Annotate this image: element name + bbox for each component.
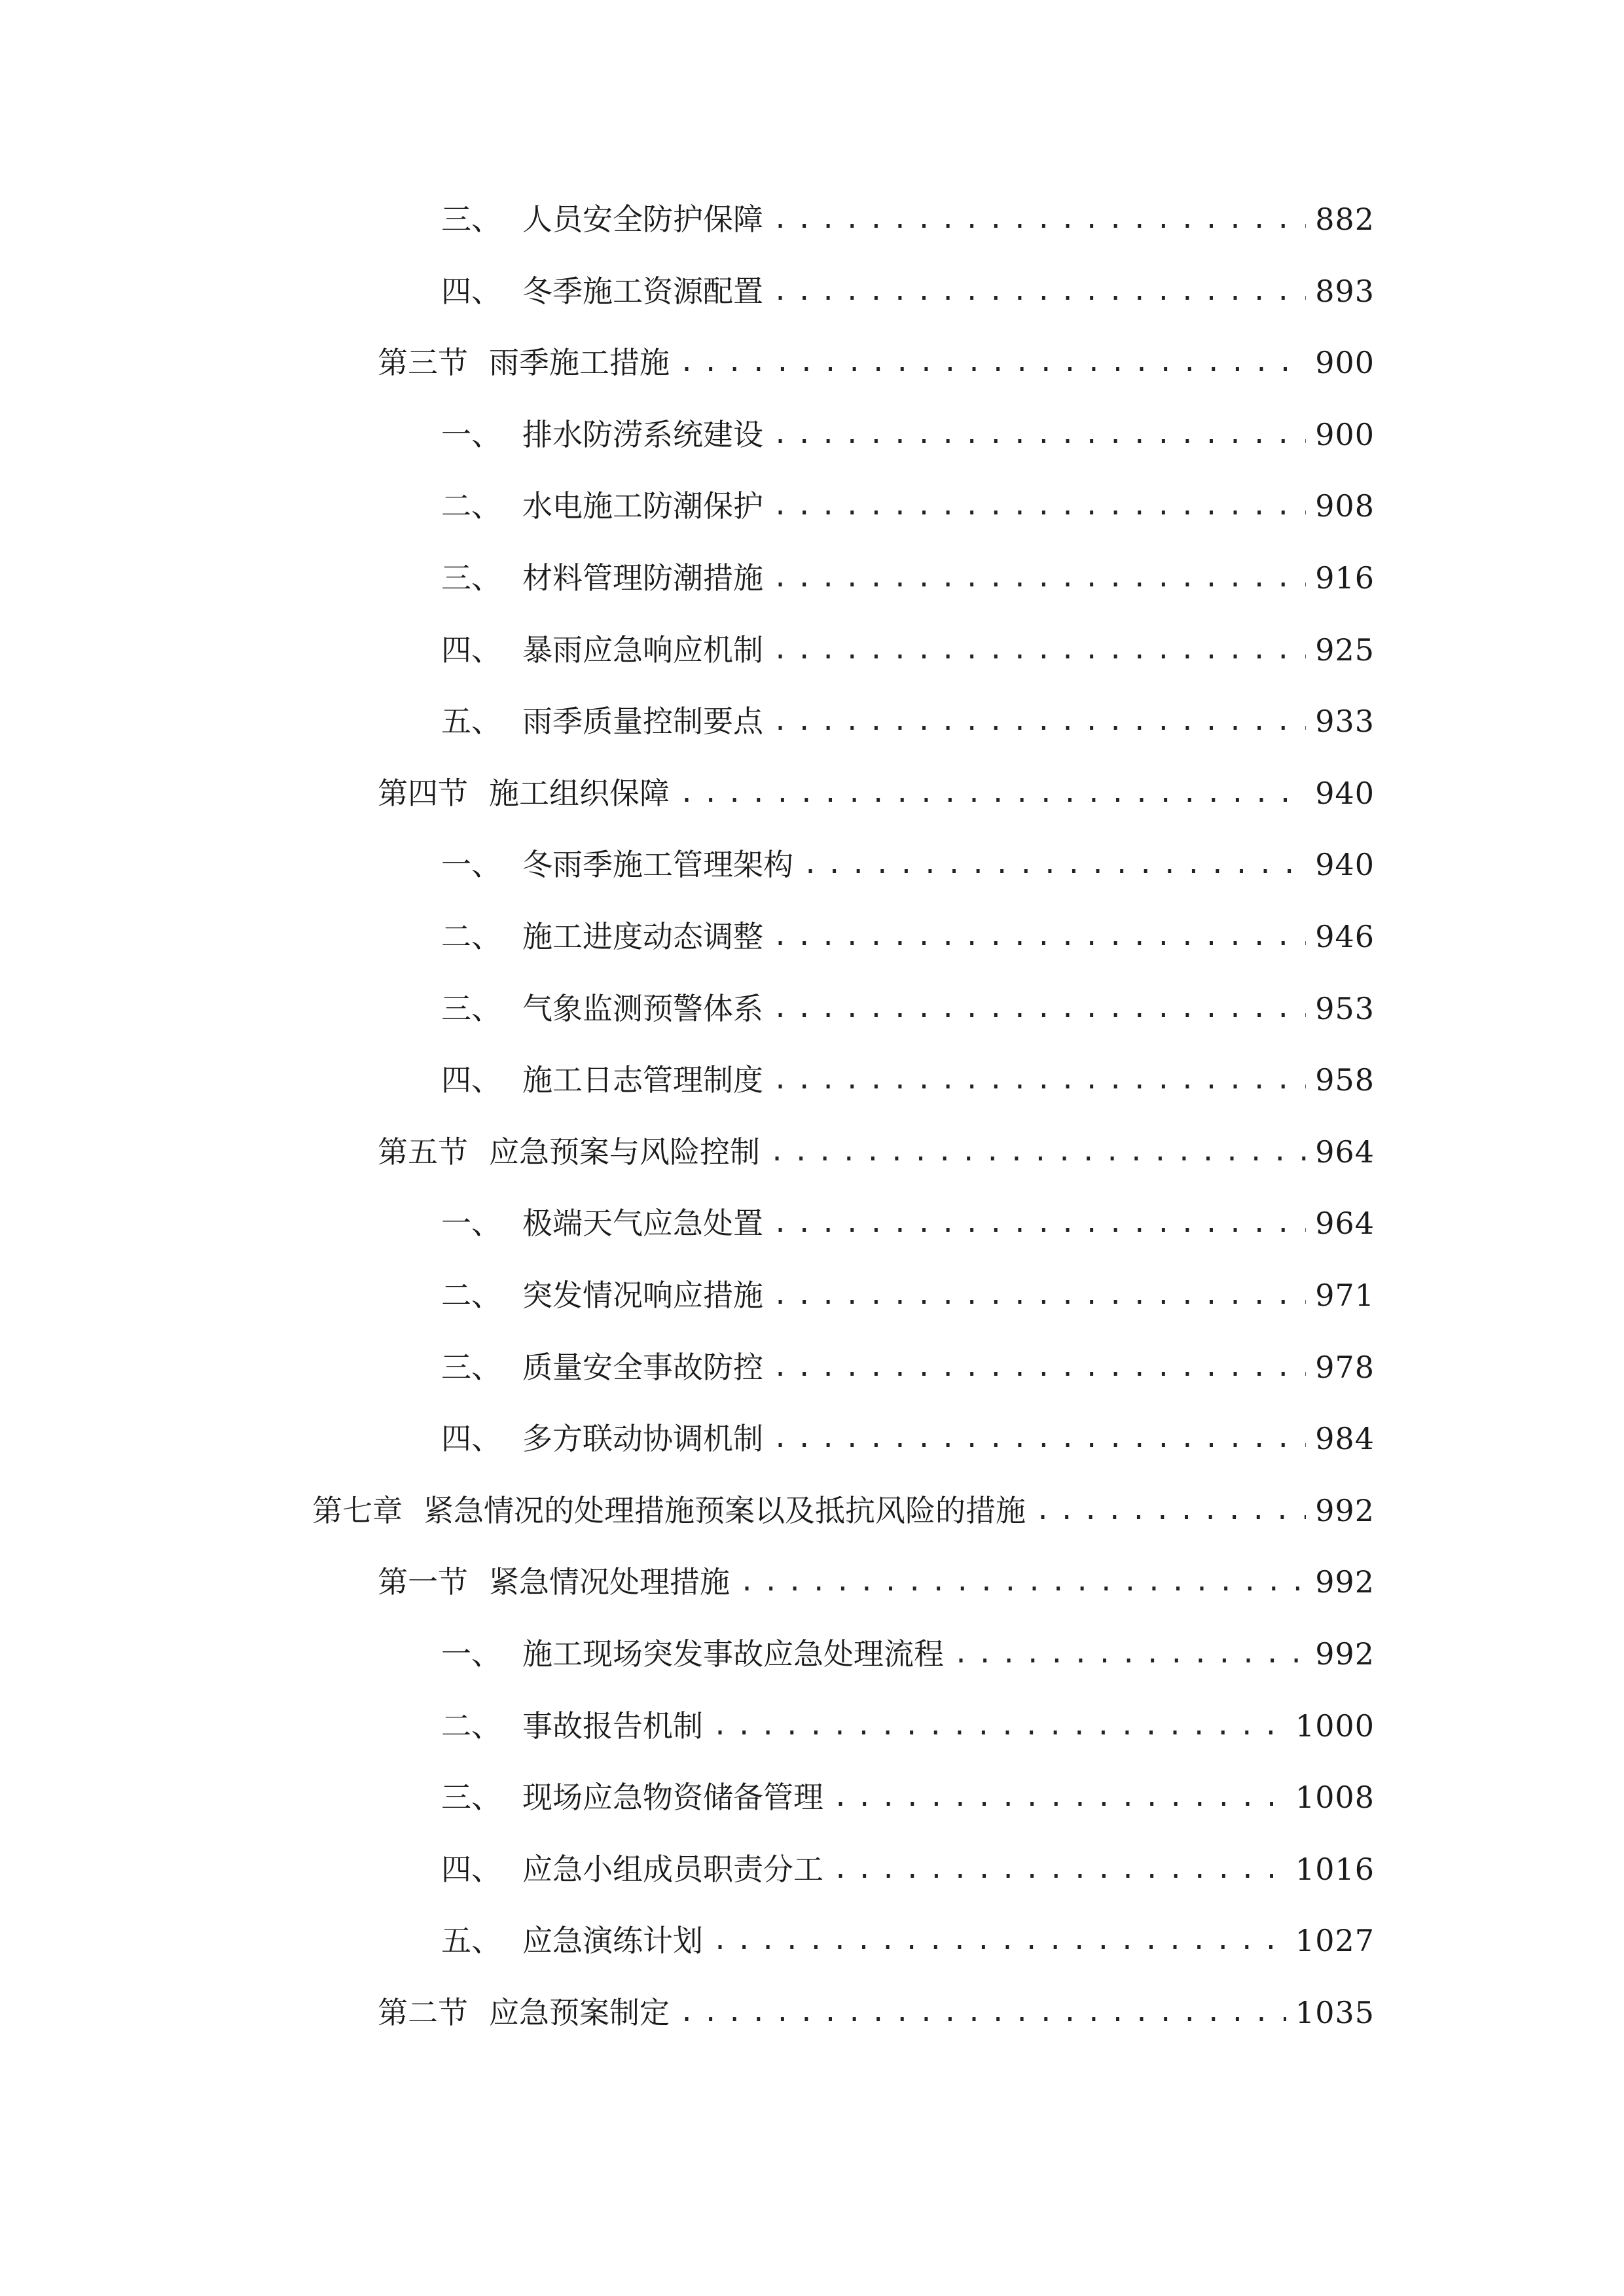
- toc-entry-page-number: 925: [1315, 632, 1375, 668]
- toc-entry[interactable]: [441, 411, 1375, 458]
- toc-entry-page-number: 893: [1315, 273, 1375, 309]
- toc-entry-label: [378, 770, 670, 817]
- toc-entry-label: [441, 1056, 763, 1103]
- toc-entry-title: 应急小组成员职责分工: [522, 1851, 823, 1887]
- toc-entry-number: 一、: [441, 847, 501, 883]
- toc-entry[interactable]: [441, 1774, 1375, 1821]
- toc-entry-number: 四、: [441, 1062, 501, 1098]
- toc-entry-title: 事故报告机制: [522, 1708, 703, 1744]
- toc-entry-title: 气象监测预警体系: [522, 990, 763, 1026]
- toc-entry-label: [441, 1200, 763, 1247]
- toc-entry-title: 人员安全防护保障: [522, 202, 763, 237]
- dot-leader: [739, 1558, 1306, 1605]
- dot-leader: [772, 196, 1306, 243]
- toc-entry-title: 突发情况响应措施: [522, 1278, 763, 1313]
- toc-entry[interactable]: [441, 1200, 1375, 1247]
- toc-entry-title: 材料管理防潮措施: [522, 560, 763, 596]
- toc-entry[interactable]: [441, 985, 1375, 1032]
- dot-leader: [803, 841, 1306, 888]
- toc-entry-title: 紧急情况的处理措施预案以及抵抗风险的措施: [424, 1492, 1026, 1528]
- toc-entry[interactable]: [378, 339, 1375, 386]
- dot-leader: [772, 1344, 1306, 1391]
- toc-entry-label: [441, 1917, 703, 1964]
- toc-entry-number: 二、: [441, 488, 501, 524]
- toc-entry-title: 暴雨应急响应机制: [522, 632, 763, 668]
- dot-leader: [772, 1415, 1306, 1462]
- toc-entry-number: 第二节: [378, 1995, 468, 2030]
- toc-entry-page-number: 964: [1315, 1206, 1375, 1242]
- toc-entry[interactable]: [441, 1846, 1375, 1893]
- toc-entry-title: 施工日志管理制度: [522, 1062, 763, 1098]
- toc-entry-label: [441, 841, 793, 888]
- toc-entry-number: 二、: [441, 1278, 501, 1313]
- toc-entry-title: 极端天气应急处置: [522, 1206, 763, 1242]
- toc-entry[interactable]: [441, 1630, 1375, 1677]
- toc-entry-page-number: 946: [1315, 919, 1375, 954]
- toc-entry-number: 二、: [441, 1708, 501, 1744]
- dot-leader: [772, 268, 1306, 315]
- toc-entry-page-number: 1000: [1295, 1708, 1375, 1744]
- dot-leader: [953, 1630, 1306, 1677]
- toc-entry-number: 三、: [441, 1780, 501, 1816]
- toc-entry-page-number: 1016: [1295, 1851, 1375, 1887]
- toc-entry-number: 一、: [441, 416, 501, 452]
- toc-entry-title: 水电施工防潮保护: [522, 488, 763, 524]
- toc-entry-number: 第一节: [378, 1564, 468, 1600]
- toc-entry-title: 现场应急物资储备管理: [522, 1780, 823, 1816]
- dot-leader: [679, 339, 1306, 386]
- dot-leader: [712, 1917, 1286, 1964]
- dot-leader: [1035, 1487, 1306, 1534]
- toc-entry-number: 第三节: [378, 345, 468, 381]
- toc-entry-page-number: 900: [1315, 345, 1375, 381]
- toc-entry-page-number: 1027: [1295, 1923, 1375, 1959]
- toc-entry-title: 质量安全事故防控: [522, 1349, 763, 1385]
- toc-entry-number: 四、: [441, 273, 501, 309]
- toc-entry-number: 四、: [441, 1851, 501, 1887]
- toc-entry[interactable]: [441, 1702, 1375, 1749]
- toc-entry[interactable]: [378, 1128, 1375, 1175]
- toc-entry[interactable]: [378, 770, 1375, 817]
- toc-entry-number: 一、: [441, 1636, 501, 1672]
- toc-entry-title: 多方联动协调机制: [522, 1421, 763, 1457]
- toc-entry-label: [441, 554, 763, 601]
- toc-entry-number: 一、: [441, 1206, 501, 1242]
- toc-entry-title: 紧急情况处理措施: [489, 1564, 730, 1600]
- toc-entry[interactable]: [441, 1056, 1375, 1103]
- toc-entry-label: [441, 1774, 823, 1821]
- toc-entry-label: [441, 1702, 703, 1749]
- toc-entry-label: [441, 1272, 763, 1319]
- toc-entry-label: [378, 1989, 670, 2036]
- toc-entry-page-number: 992: [1315, 1636, 1375, 1672]
- toc-entry[interactable]: [441, 1917, 1375, 1964]
- toc-entry-number: 二、: [441, 919, 501, 954]
- toc-entry-number: 四、: [441, 1421, 501, 1457]
- toc-entry-label: [312, 1487, 1026, 1534]
- dot-leader: [772, 913, 1306, 960]
- toc-entry-label: [441, 698, 763, 745]
- toc-entry[interactable]: [441, 1344, 1375, 1391]
- toc-entry-label: [441, 985, 763, 1032]
- dot-leader: [772, 985, 1306, 1032]
- toc-entry-number: 第四节: [378, 775, 468, 811]
- toc-entry-title: 施工进度动态调整: [522, 919, 763, 954]
- toc-entry-number: 四、: [441, 632, 501, 668]
- toc-entry-title: 施工组织保障: [489, 775, 670, 811]
- toc-entry[interactable]: [378, 1558, 1375, 1605]
- toc-entry-page-number: 992: [1315, 1492, 1375, 1528]
- toc-entry-page-number: 916: [1315, 560, 1375, 596]
- toc-entry[interactable]: [441, 554, 1375, 601]
- dot-leader: [772, 1200, 1306, 1247]
- toc-entry-page-number: 933: [1315, 704, 1375, 740]
- toc-entry[interactable]: [441, 1415, 1375, 1462]
- toc-entry[interactable]: [441, 196, 1375, 243]
- toc-entry-number: 三、: [441, 560, 501, 596]
- dot-leader: [772, 1272, 1306, 1319]
- toc-entry-number: 五、: [441, 704, 501, 740]
- dot-leader: [772, 482, 1306, 529]
- toc-entry-title: 应急预案制定: [489, 1995, 670, 2030]
- dot-leader: [772, 698, 1306, 745]
- toc-entry[interactable]: [441, 626, 1375, 673]
- toc-entry-title: 冬季施工资源配置: [522, 273, 763, 309]
- toc-entry[interactable]: [441, 268, 1375, 315]
- toc-entry[interactable]: [441, 913, 1375, 960]
- toc-entry-title: 应急演练计划: [522, 1923, 703, 1959]
- toc-entry-page-number: 908: [1315, 488, 1375, 524]
- toc-entry-page-number: 940: [1315, 775, 1375, 811]
- dot-leader: [769, 1128, 1306, 1175]
- toc-entry-page-number: 978: [1315, 1349, 1375, 1385]
- dot-leader: [833, 1774, 1286, 1821]
- dot-leader: [772, 554, 1306, 601]
- toc-entry-label: [441, 482, 763, 529]
- toc-entry-label: [441, 1630, 944, 1677]
- toc-entry[interactable]: [441, 698, 1375, 745]
- toc-entry[interactable]: [312, 1487, 1375, 1534]
- toc-entry-number: 三、: [441, 202, 501, 237]
- toc-entry-page-number: 971: [1315, 1278, 1375, 1313]
- dot-leader: [833, 1846, 1286, 1893]
- toc-entry[interactable]: [441, 1272, 1375, 1319]
- dot-leader: [679, 1989, 1286, 2036]
- toc-entry[interactable]: [378, 1989, 1375, 2036]
- toc-entry-title: 雨季质量控制要点: [522, 704, 763, 740]
- toc-entry-page-number: 964: [1315, 1134, 1375, 1170]
- toc-entry-label: [378, 339, 670, 386]
- toc-entry-title: 施工现场突发事故应急处理流程: [522, 1636, 944, 1672]
- dot-leader: [679, 770, 1306, 817]
- toc-entry-number: 三、: [441, 1349, 501, 1385]
- toc-entry-label: [441, 1846, 823, 1893]
- dot-leader: [712, 1702, 1286, 1749]
- toc-entry-label: [441, 1344, 763, 1391]
- dot-leader: [772, 626, 1306, 673]
- toc-entry-title: 雨季施工措施: [489, 345, 670, 381]
- toc-entry-page-number: 940: [1315, 847, 1375, 883]
- dot-leader: [772, 411, 1306, 458]
- toc-entry-page-number: 953: [1315, 990, 1375, 1026]
- toc-entry-page-number: 882: [1315, 202, 1375, 237]
- toc-entry-label: [378, 1558, 730, 1605]
- toc-entry-label: [441, 913, 763, 960]
- toc-entry-page-number: 958: [1315, 1062, 1375, 1098]
- toc-entry-page-number: 1035: [1295, 1995, 1375, 2030]
- toc-entry-number: 五、: [441, 1923, 501, 1959]
- dot-leader: [772, 1056, 1306, 1103]
- toc-entry-number: 第五节: [378, 1134, 468, 1170]
- toc-entry-label: [441, 196, 763, 243]
- toc-entry-page-number: 992: [1315, 1564, 1375, 1600]
- toc-entry-number: 第七章: [312, 1492, 403, 1528]
- toc-entry-page-number: 900: [1315, 416, 1375, 452]
- toc-entry-title: 排水防涝系统建设: [522, 416, 763, 452]
- toc-entry-label: [441, 626, 763, 673]
- toc-entry-label: [378, 1128, 760, 1175]
- toc-entry-label: [441, 268, 763, 315]
- toc-entry-title: 冬雨季施工管理架构: [522, 847, 793, 883]
- toc-entry-page-number: 1008: [1295, 1780, 1375, 1816]
- toc-entry-title: 应急预案与风险控制: [489, 1134, 760, 1170]
- toc-entry[interactable]: [441, 841, 1375, 888]
- toc-entry-label: [441, 411, 763, 458]
- toc-entry[interactable]: [441, 482, 1375, 529]
- toc-entry-page-number: 984: [1315, 1421, 1375, 1457]
- toc-entry-number: 三、: [441, 990, 501, 1026]
- toc-entry-label: [441, 1415, 763, 1462]
